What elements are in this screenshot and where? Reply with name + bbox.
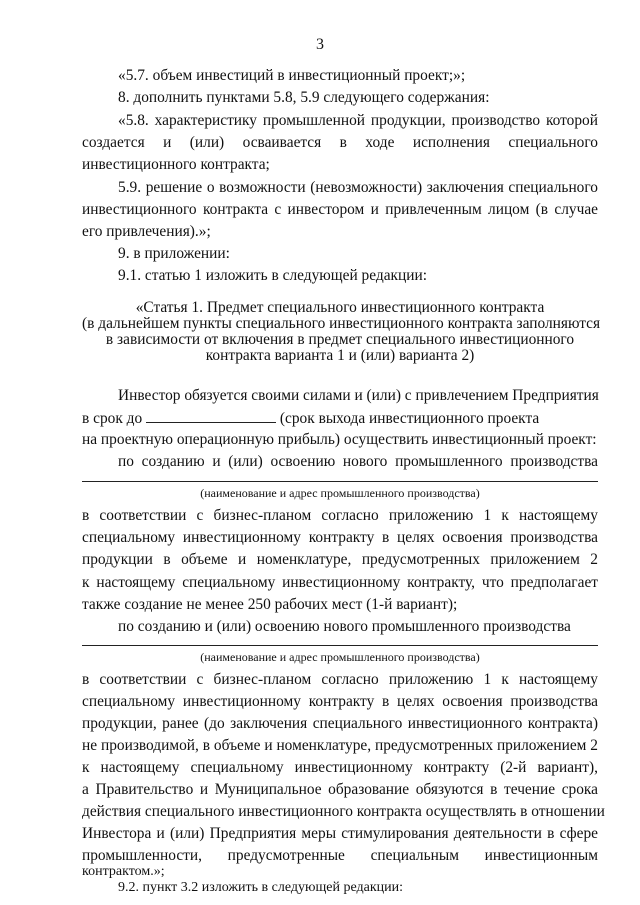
text-line: к настоящему специальному инвестиционному контракту (2-й вариант), [82,759,598,776]
text-line: инвестиционного контракта с инвестором и привлеченным лицом (в случае [82,201,598,218]
field-caption: (наименование и адрес промышленного производства) [200,486,480,500]
text-line: не производимой, в объеме и номенклатуре, предусмотренных приложением 2 [82,737,598,754]
text-line: на проектную операционную прибыль) осуществить инвестиционный проект: [82,431,597,448]
article-heading-line: «Статья 1. Предмет специального инвестиционного контракта [135,299,545,316]
text-line: его привлечения).»; [82,223,211,240]
text-line: в соответствии с бизнес-планом согласно приложению 1 к настоящему [82,671,598,688]
text-line: также создание не менее 250 рабочих мест (1-й вариант); [82,596,458,613]
blank-field-underline [146,408,276,423]
text-line: действия специального инвестиционного контракта осуществлять в отношении [82,803,605,820]
article-heading-line: в зависимости от включения в предмет специального инвестиционного [105,331,575,348]
blank-line [82,481,598,482]
text-line: по созданию и (или) освоению нового промышленного производства [118,618,571,635]
text-line-with-blank [82,408,598,428]
text-line: инвестиционного контракта; [82,156,270,173]
blank-line [82,645,598,646]
text-line: контрактом.»; [82,864,165,879]
text-fragment: в срок до [82,410,143,427]
text-line: создается и (или) осваивается в ходе исполнения специального [82,134,598,151]
article-heading-line: контракта варианта 1 и (или) варианта 2) [205,347,475,364]
text-line: по созданию и (или) освоению нового промышленного производства [118,453,598,470]
article-heading-line: (в дальнейшем пункты специального инвестиционного контракта заполняются [82,315,601,332]
text-line: продукции, ранее (до заключения специального инвестиционного контракта) [82,715,598,732]
text-line: а Правительство и Муниципальное образование обязуются в течение срока [82,781,598,798]
text-line: 5.9. решение о возможности (невозможности) заключения специального [118,179,598,196]
text-line: к настоящему специальному инвестиционному контракту, что предполагает [82,574,598,591]
text-fragment: (срок выхода инвестиционного проекта [279,410,540,427]
text-line: Инвестора и (или) Предприятия меры стимулирования деятельности в сфере [82,825,598,842]
text-line: 8. дополнить пунктами 5.8, 5.9 следующего содержания: [118,89,490,106]
text-line: 9.2. пункт 3.2 изложить в следующей редакции: [118,880,403,895]
text-line: 9. в приложении: [118,245,230,262]
text-line: 9.1. статью 1 изложить в следующей редакции: [118,267,428,284]
page-number: 3 [316,36,324,53]
text-line: Инвестор обязуется своими силами и (или) с привлечением Предприятия [118,387,599,404]
text-line: в соответствии с бизнес-планом согласно приложению 1 к настоящему [82,507,598,524]
text-line: продукции в объеме и номенклатуре, предусмотренных приложением 2 [82,551,598,568]
text-line: промышленности, предусмотренные специальным инвестиционным [82,847,598,864]
text-line: специальному инвестиционному контракту в целях освоения производства [82,693,598,710]
text-line: «5.8. характеристику промышленной продукции, производство которой [118,112,598,129]
text-line: «5.7. объем инвестиций в инвестиционный проект;»; [118,67,466,84]
text-line: специальному инвестиционному контракту в целях освоения производства [82,529,598,546]
field-caption: (наименование и адрес промышленного производства) [200,650,480,664]
